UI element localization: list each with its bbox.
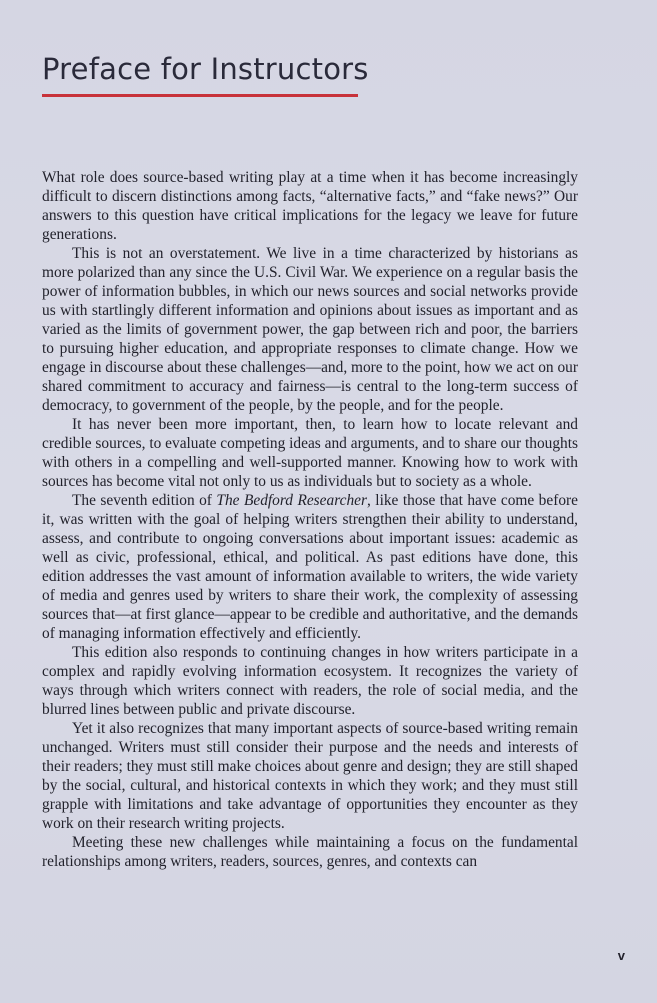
paragraph-1: What role does source-based writing play at a time when it has become increasingly difficult to discern distinctions among facts, “alternative facts,” and “fake news?” Our answers to this question have critical implications for the legacy we leave for future generations. bbox=[42, 169, 578, 243]
paragraph-3: It has never been more important, then, to learn how to locate relevant and credible sources, to evaluate competing ideas and arguments, and to share our thoughts with others in a compelling and well-supported manner. Knowing how to work with sources has become vital not only to us as individuals but to society as a whole. bbox=[42, 416, 578, 490]
body-text bbox=[42, 168, 578, 871]
paragraph-7: Meeting these new challenges while maintaining a focus on the fundamental relationships among writers, readers, sources, genres, and contexts can bbox=[42, 834, 578, 870]
page-title: Preface for Instructors bbox=[42, 52, 369, 86]
paragraph-6: Yet it also recognizes that many important aspects of source-based writing remain unchanged. Writers must still consider their purpose and the needs and interests of their readers; they must still make choices about genre and design; they are still shaped by the social, cultural, and historical contexts in which they work; and they must still grapple with limitations and take advantage of opportunities they encounter as they work on their research writing projects. bbox=[42, 720, 578, 832]
title-underline bbox=[42, 94, 358, 97]
show-through-text bbox=[440, 14, 640, 28]
page-number: v bbox=[617, 948, 625, 963]
book-title: The Bedford Researcher bbox=[216, 492, 367, 509]
paragraph-4-after: , like those that have come before it, was written with the goal of helping writers strengthen their ability to understand, assess, and contribute to ongoing conversations about important issues: academic as well as civic, professional, ethical, and political. As past editions have done, this edition addresses the vast amount of information available to writers, the wide variety of media and genres used by writers to share their work, the complexity of assessing sources that—at first glance—appear to be credible and authoritative, and the demands of managing information effectively and efficiently. bbox=[42, 492, 578, 642]
paragraph-2: This is not an overstatement. We live in a time characterized by historians as more polarized than any since the U.S. Civil War. We experience on a regular basis the power of information bubbles, in which our news sources and social networks provide us with startlingly different information and opinions about issues as important and as varied as the limits of government power, the gap between rich and poor, the barriers to pursuing higher education, and appropriate responses to climate change. How we engage in discourse about these challenges—and, more to the point, how we act on our shared commitment to accuracy and fairness—is central to the long-term success of democracy, to government of the people, by the people, and for the people. bbox=[42, 245, 578, 414]
paragraph-4 bbox=[42, 491, 578, 643]
paragraph-5: This edition also responds to continuing changes in how writers participate in a complex and rapidly evolving information ecosystem. It recognizes the variety of ways through which writers connect with readers, the role of social media, and the blurred lines between public and private discourse. bbox=[42, 644, 578, 718]
paragraph-4-before: The seventh edition of bbox=[72, 492, 217, 509]
